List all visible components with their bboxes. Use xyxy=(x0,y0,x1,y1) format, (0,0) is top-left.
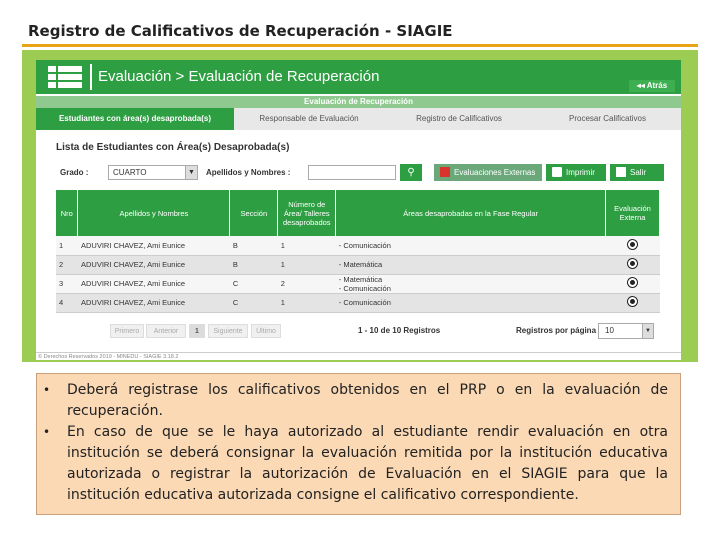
footer-divider xyxy=(36,352,681,353)
table-row[interactable] xyxy=(56,255,660,274)
table-row[interactable] xyxy=(56,236,660,255)
print-button[interactable] xyxy=(546,164,606,181)
nombres-label: Apellidos y Nombres : xyxy=(206,168,291,177)
wizard-steps xyxy=(36,108,681,130)
cell-section: B xyxy=(230,236,278,255)
pager-prev-button[interactable]: Anterior xyxy=(146,324,186,338)
process-title: Evaluación de Recuperación xyxy=(36,96,681,108)
pager-next-button[interactable]: Siguiente xyxy=(208,324,248,338)
table-row[interactable] xyxy=(56,274,660,293)
exit-label: Salir xyxy=(630,168,647,177)
title-divider xyxy=(22,44,698,47)
per-page-select[interactable] xyxy=(598,323,654,339)
cell-name: ADUVIRI CHAVEZ, Ami Eunice xyxy=(78,274,230,293)
radio-selected-icon[interactable] xyxy=(628,297,637,306)
app-header xyxy=(36,60,681,94)
note-text: En caso de que se le haya autorizado al estudiante rendir evaluación en otra institución se deberá consignar la evaluación remitida por la institución educativa autorizada o registrar la autorización de Evaluación en el SIAGIE para que la institución educativa autorizada consigne el calificativo correspondiente. xyxy=(67,424,668,503)
copyright-text: © Derechos Reservados 2019 - MINEDU - SIAGIE 3.18.2 xyxy=(38,354,179,360)
print-label: Imprimir xyxy=(566,168,595,177)
cell-nro: 1 xyxy=(56,236,78,255)
cell-name: ADUVIRI CHAVEZ, Ami Eunice xyxy=(78,255,230,274)
cell-nro: 3 xyxy=(56,274,78,293)
cell-nro: 2 xyxy=(56,255,78,274)
exit-door-icon xyxy=(616,167,626,177)
step-responsable[interactable]: Responsable de Evaluación xyxy=(259,114,359,123)
notes-list xyxy=(43,380,668,506)
table-header-row xyxy=(56,190,660,236)
grado-label: Grado : xyxy=(60,168,89,177)
cell-areas: - Matemática - Comunicación xyxy=(336,274,606,293)
cell-name: ADUVIRI CHAVEZ, Ami Eunice xyxy=(78,236,230,255)
per-page-value: 10 xyxy=(605,326,614,335)
col-areas-desaprobadas: Áreas desaprobadas en la Fase Regular xyxy=(336,190,606,236)
pager-current-page[interactable]: 1 xyxy=(189,324,205,338)
cell-external[interactable] xyxy=(605,255,659,274)
cell-external[interactable] xyxy=(605,274,659,293)
col-evaluacion-externa: Evaluación Externa xyxy=(605,190,659,236)
search-button[interactable] xyxy=(400,164,422,181)
per-page-label: Registros por página xyxy=(516,326,597,335)
nombres-input[interactable] xyxy=(308,165,396,180)
students-table xyxy=(56,190,660,313)
note-item xyxy=(43,380,668,422)
cell-name: ADUVIRI CHAVEZ, Ami Eunice xyxy=(78,293,230,312)
printer-icon xyxy=(552,167,562,177)
page-breadcrumb: Evaluación > Evaluación de Recuperación xyxy=(98,68,380,85)
cell-count: 2 xyxy=(278,274,336,293)
cell-count: 1 xyxy=(278,236,336,255)
pager-first-button[interactable]: Primero xyxy=(110,324,144,338)
step-registro[interactable]: Registro de Calificativos xyxy=(416,114,502,123)
external-evaluations-label: Evaluaciones Externas xyxy=(454,168,536,177)
back-button[interactable]: ◂◂ Atrás xyxy=(629,80,675,92)
radio-selected-icon[interactable] xyxy=(628,278,637,287)
cell-areas: - Comunicación xyxy=(336,293,606,312)
table-row[interactable] xyxy=(56,293,660,312)
notes-box xyxy=(36,373,681,515)
pager-info: 1 - 10 de 10 Registros xyxy=(358,326,441,335)
col-seccion: Sección xyxy=(230,190,278,236)
step-estudiantes[interactable]: Estudiantes con área(s) desaprobada(s) xyxy=(36,108,234,130)
bullet-icon: • xyxy=(43,383,51,397)
cell-count: 1 xyxy=(278,255,336,274)
header-separator xyxy=(90,64,92,90)
radio-selected-icon[interactable] xyxy=(628,259,637,268)
col-nombres: Apellidos y Nombres xyxy=(78,190,230,236)
step-procesar[interactable]: Procesar Calificativos xyxy=(569,114,646,123)
grado-value: CUARTO xyxy=(113,168,147,177)
note-item xyxy=(43,422,668,506)
cell-section: C xyxy=(230,274,278,293)
cell-count: 1 xyxy=(278,293,336,312)
bullet-icon: • xyxy=(43,425,51,439)
chevron-down-icon: ▼ xyxy=(185,166,197,179)
radio-selected-icon[interactable] xyxy=(628,240,637,249)
cell-external[interactable] xyxy=(605,293,659,312)
pager-last-button[interactable]: Último xyxy=(251,324,281,338)
col-numero-areas: Número de Área/ Talleres desaprobados xyxy=(278,190,336,236)
cell-external[interactable] xyxy=(605,236,659,255)
siagie-app-window xyxy=(36,60,681,360)
cell-areas: - Matemática xyxy=(336,255,606,274)
menu-grid-icon[interactable] xyxy=(48,66,82,88)
cell-nro: 4 xyxy=(56,293,78,312)
note-text: Deberá registrase los calificativos obtenidos en el PRP o en la evaluación de recuperación. xyxy=(67,382,668,419)
cell-areas: - Comunicación xyxy=(336,236,606,255)
search-icon: ⚲ xyxy=(407,167,415,178)
pdf-icon xyxy=(440,167,450,177)
exit-button[interactable] xyxy=(610,164,664,181)
chevron-down-icon: ▼ xyxy=(642,324,653,338)
external-evaluations-button[interactable] xyxy=(434,164,542,181)
list-title: Lista de Estudiantes con Área(s) Desaprobada(s) xyxy=(56,142,290,153)
grado-select[interactable] xyxy=(108,165,198,180)
col-nro: Nro xyxy=(56,190,78,236)
cell-section: B xyxy=(230,255,278,274)
cell-section: C xyxy=(230,293,278,312)
slide-title: Registro de Calificativos de Recuperación - SIAGIE xyxy=(28,22,453,40)
